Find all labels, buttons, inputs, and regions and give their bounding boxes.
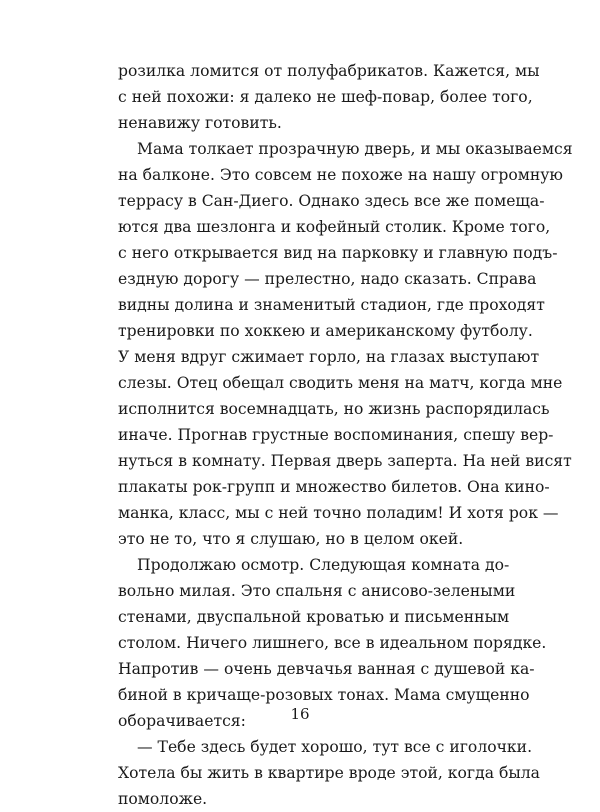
text-line: биной в кричаще-розовых тонах. Мама смущенно — [118, 686, 530, 704]
text-line: ездную дорогу — прелестно, надо сказать. Справа — [118, 270, 537, 288]
text-line: видны долина и знаменитый стадион, где проходят — [118, 296, 545, 314]
text-line: исполнится восемнадцать, но жизнь распорядилась — [118, 400, 550, 418]
text-line: манка, класс, мы с ней точно поладим! И хотя рок — — [118, 504, 559, 522]
text-line: ются два шезлонга и кофейный столик. Кроме того, — [118, 218, 551, 236]
page-body — [118, 58, 573, 812]
text-line: слезы. Отец обещал сводить меня на матч, когда мне — [118, 374, 563, 392]
text-line: с него открывается вид на парковку и главную подъ- — [118, 244, 558, 262]
text-line: помоложе. — [118, 790, 208, 808]
text-line: У меня вдруг сжимает горло, на глазах выступают — [118, 348, 540, 366]
text-line: вольно милая. Это спальня с анисово-зелеными — [118, 582, 516, 600]
text-line: ненавижу готовить. — [118, 114, 282, 132]
text-line: это не то, что я слушаю, но в целом окей. — [118, 530, 464, 548]
paragraph — [118, 734, 540, 812]
text-line: с ней похожи: я далеко не шеф-повар, более того, — [118, 88, 533, 106]
text-line: столом. Ничего лишнего, все в идеальном порядке. — [118, 634, 547, 652]
text-line: Напротив — очень девчачья ванная с душевой ка- — [118, 660, 535, 678]
text-line: тренировки по хоккею и американскому футболу. — [118, 322, 533, 340]
paragraph — [118, 58, 540, 136]
text-line: Хотела бы жить в квартире вроде этой, когда была — [118, 764, 540, 782]
text-line: террасу в Сан-Диего. Однако здесь все же помеща- — [118, 192, 545, 210]
page-number: 16 — [290, 705, 310, 723]
text-line: Продолжаю осмотр. Следующая комната до- — [137, 556, 510, 574]
text-line: плакаты рок-групп и множество билетов. Она кино- — [118, 478, 550, 496]
text-line: стенами, двуспальной кроватью и письменным — [118, 608, 510, 626]
text-line: иначе. Прогнав грустные воспоминания, спешу вер- — [118, 426, 554, 444]
text-line: оборачивается: — [118, 712, 246, 730]
paragraph — [118, 136, 573, 552]
text-line: розилка ломится от полуфабрикатов. Кажется, мы — [118, 62, 540, 80]
text-line: на балконе. Это совсем не похоже на нашу огромную — [118, 166, 564, 184]
text-line: нуться в комнату. Первая дверь заперта. На ней висят — [118, 452, 572, 470]
text-line: Мама толкает прозрачную дверь, и мы оказываемся — [137, 140, 573, 158]
text-line: — Тебе здесь будет хорошо, тут все с иголочки. — [137, 738, 533, 756]
